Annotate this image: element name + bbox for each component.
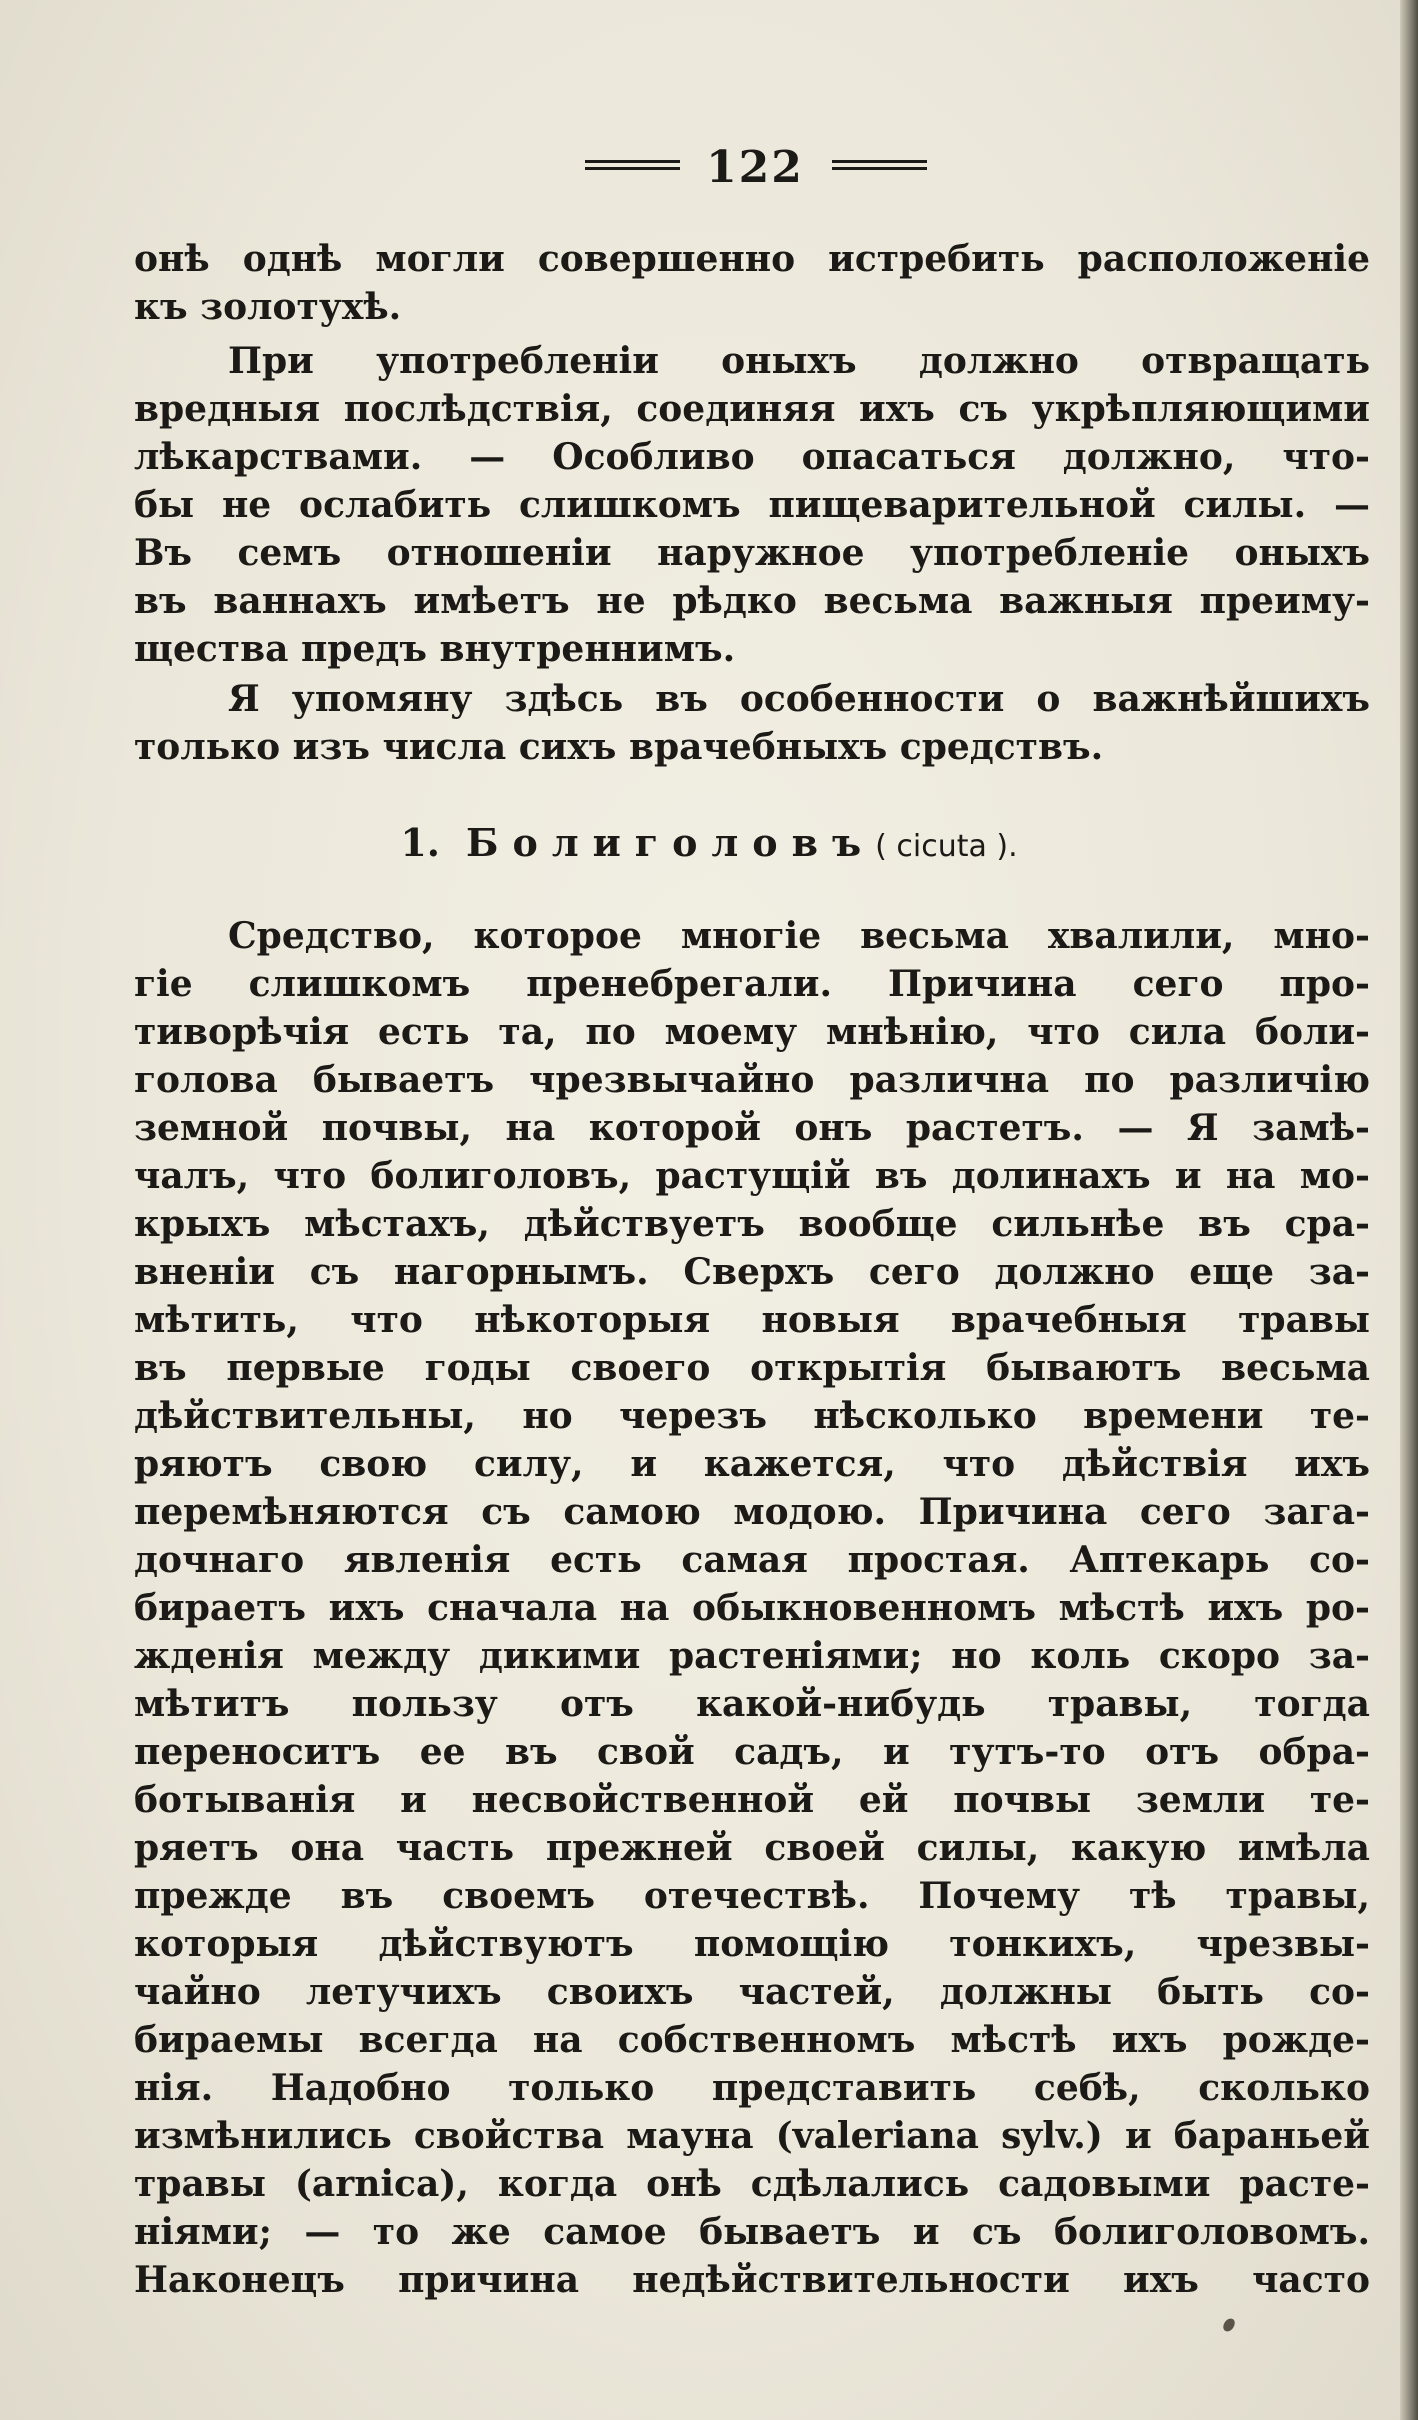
ink-spot bbox=[1221, 2316, 1237, 2333]
text-line: чалъ, что болиголовъ, растущій въ долинахъ и на мо- bbox=[134, 1155, 1370, 1197]
text-line: чайно летучихъ своихъ частей, должны быть со- bbox=[134, 1971, 1370, 2013]
text-line: ряетъ она часть прежней своей силы, какую имѣла bbox=[134, 1827, 1370, 1869]
section-heading bbox=[0, 818, 1418, 872]
text-line: Въ семъ отношеніи наружное употребленіе оныхъ bbox=[134, 532, 1370, 574]
text-line: ботыванія и несвойственной ей почвы земли те- bbox=[134, 1779, 1370, 1821]
text-line: бираемы всегда на собственномъ мѣстѣ ихъ рожде- bbox=[134, 2019, 1370, 2061]
text-line: ніями; — то же самое бываетъ и съ болиголовомъ. bbox=[134, 2211, 1370, 2253]
text-line: Я упомяну здѣсь въ особенности о важнѣйшихъ bbox=[228, 678, 1370, 720]
text-line: дочнаго явленія есть самая простая. Аптекарь со- bbox=[134, 1539, 1370, 1581]
text-line: прежде въ своемъ отечествѣ. Почему тѣ травы, bbox=[134, 1875, 1370, 1917]
text-line: дѣйствительны, но черезъ нѣсколько времени те- bbox=[134, 1395, 1370, 1437]
paragraph-usage bbox=[134, 337, 1370, 673]
text-line: въ первые годы своего открытія бываютъ весьма bbox=[134, 1347, 1370, 1389]
page-number: 122 bbox=[706, 142, 804, 193]
text-line: онѣ однѣ могли совершенно истребить расположеніе bbox=[134, 238, 1370, 280]
text-line: голова бываетъ чрезвычайно различна по различію bbox=[134, 1059, 1370, 1101]
section-title: Болиголовъ bbox=[466, 820, 876, 865]
text-line: гіе слишкомъ пренебрегали. Причина сего про- bbox=[134, 963, 1370, 1005]
header-rule-left bbox=[585, 160, 680, 176]
section-latin-name: ( cicuta ). bbox=[875, 829, 1018, 864]
text-line: вненіи съ нагорнымъ. Сверхъ сего должно еще за- bbox=[134, 1251, 1370, 1293]
text-line: травы (arnica), когда онѣ сдѣлались садовыми расте- bbox=[134, 2163, 1370, 2205]
text-line: нія. Надобно только представить себѣ, сколько bbox=[134, 2067, 1370, 2109]
text-line: Средство, которое многіе весьма хвалили, мно- bbox=[228, 915, 1370, 957]
section-number: 1. bbox=[400, 820, 441, 865]
text-line: переноситъ ее въ свой садъ, и тутъ-то отъ обра- bbox=[134, 1731, 1370, 1773]
text-line: вредныя послѣдствія, соединяя ихъ съ укрѣпляющими bbox=[134, 388, 1370, 430]
text-line: только изъ числа сихъ врачебныхъ средствъ. bbox=[134, 726, 1104, 768]
text-line: Наконецъ причина недѣйствительности ихъ часто bbox=[134, 2259, 1370, 2301]
text-line: щества предъ внутреннимъ. bbox=[134, 628, 736, 670]
text-line: ряютъ свою силу, и кажется, что дѣйствія ихъ bbox=[134, 1443, 1370, 1485]
text-line: мѣтитъ пользу отъ какой-нибудь травы, тогда bbox=[134, 1683, 1370, 1725]
page-edge-shadow bbox=[1400, 0, 1418, 2420]
text-line: измѣнились свойства мауна (valeriana sylv.) и бараньей bbox=[134, 2115, 1370, 2157]
header-rule-right bbox=[832, 160, 927, 176]
text-line: лѣкарствами. — Особливо опасаться должно, что- bbox=[134, 436, 1370, 478]
paragraph-continuation bbox=[134, 235, 1370, 331]
text-line: мѣтить, что нѣкоторыя новыя врачебныя травы bbox=[134, 1299, 1370, 1341]
text-line: При употребленіи оныхъ должно отвращать bbox=[228, 340, 1370, 382]
paragraph-intro bbox=[134, 675, 1370, 771]
text-line: бираетъ ихъ сначала на обыкновенномъ мѣстѣ ихъ ро- bbox=[134, 1587, 1370, 1629]
text-line: въ ваннахъ имѣетъ не рѣдко весьма важныя преиму- bbox=[134, 580, 1370, 622]
text-line: крыхъ мѣстахъ, дѣйствуетъ вообще сильнѣе въ сра- bbox=[134, 1203, 1370, 1245]
text-line: перемѣняются съ самою модою. Причина сего зага- bbox=[134, 1491, 1370, 1533]
text-line: которыя дѣйствуютъ помощію тонкихъ, чрезвы- bbox=[134, 1923, 1370, 1965]
text-line: бы не ослабить слишкомъ пищеварительной силы. — bbox=[134, 484, 1370, 526]
text-line: жденія между дикими растеніями; но коль скоро за- bbox=[134, 1635, 1370, 1677]
paragraph-hemlock bbox=[134, 912, 1370, 2304]
text-line: къ золотухѣ. bbox=[134, 286, 402, 328]
page-header bbox=[0, 142, 1418, 202]
text-line: тиворѣчія есть та, по моему мнѣнію, что сила боли- bbox=[134, 1011, 1370, 1053]
text-line: земной почвы, на которой онъ растетъ. — Я замѣ- bbox=[134, 1107, 1370, 1149]
